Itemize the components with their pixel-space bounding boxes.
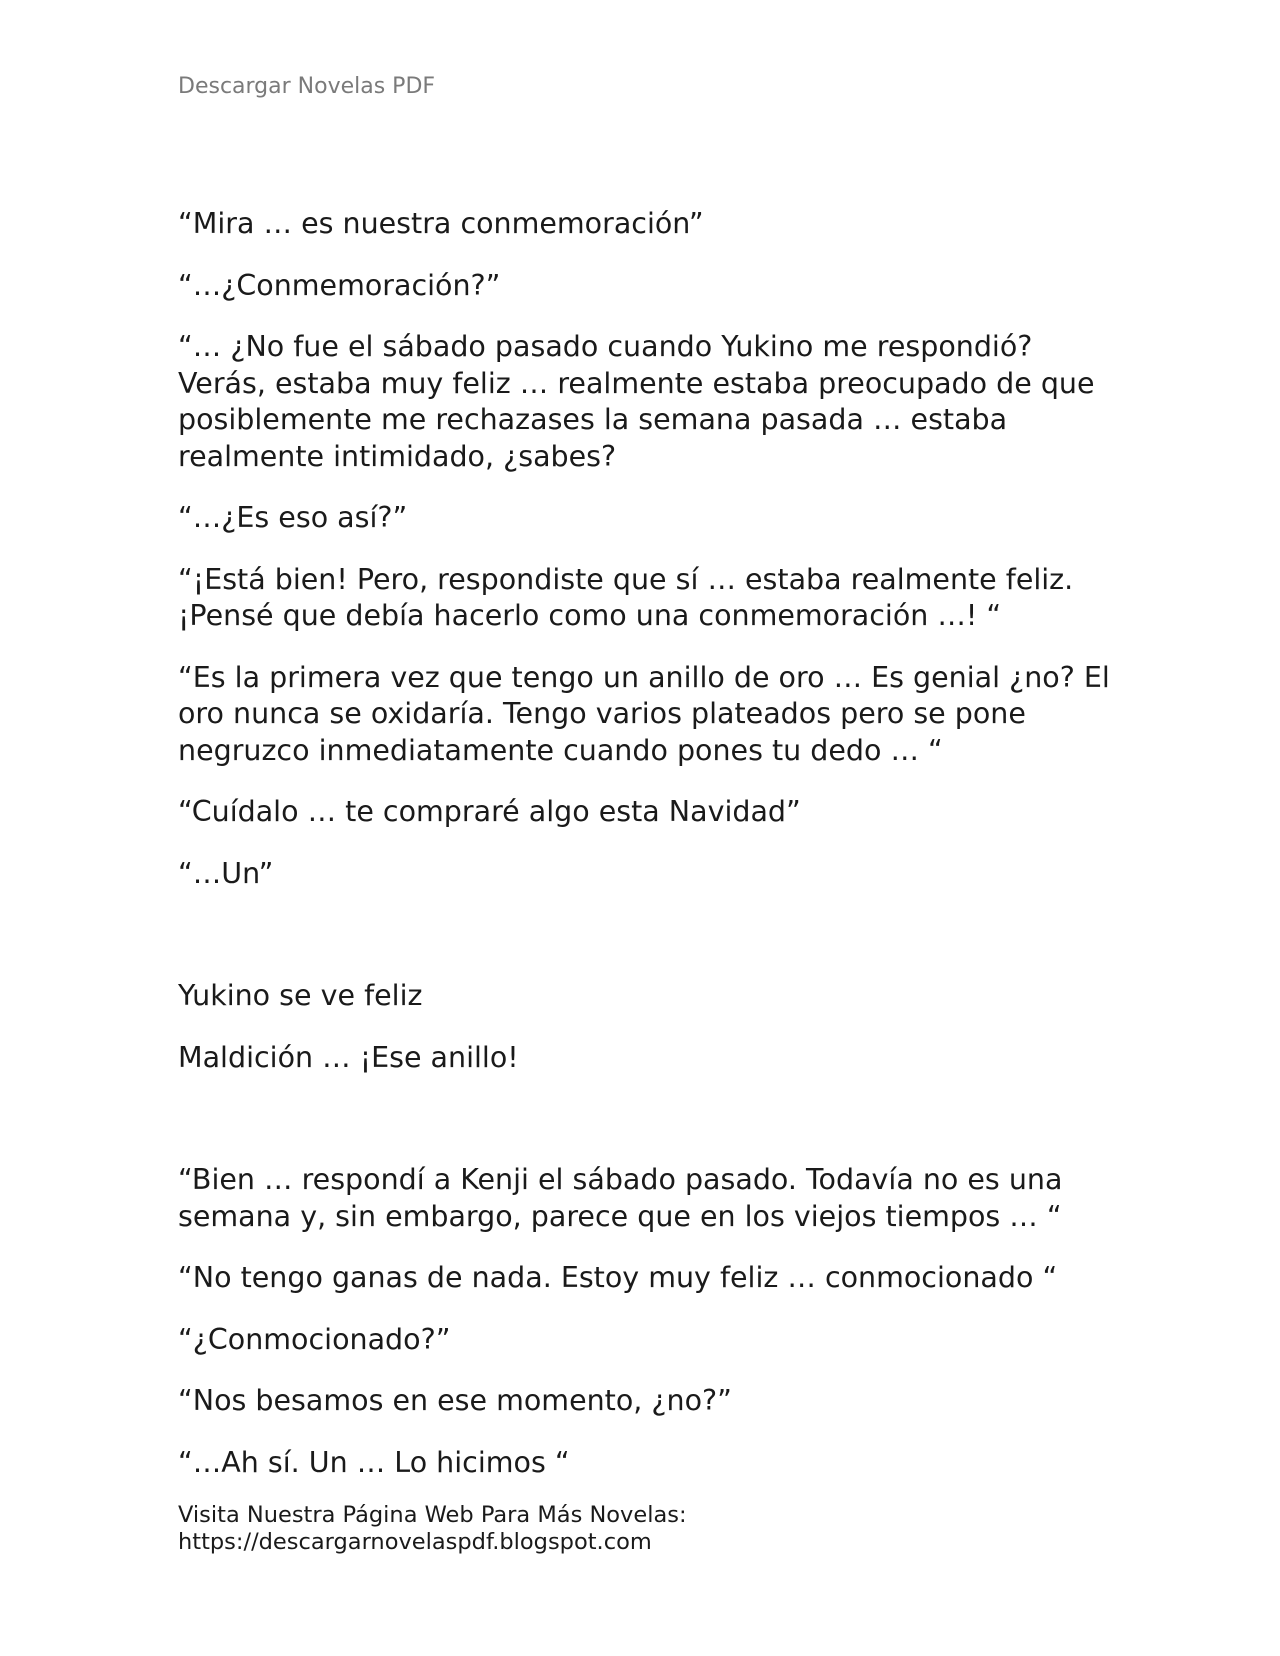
section-break [178, 917, 1118, 978]
page-footer [178, 1502, 687, 1556]
section-break [178, 1101, 1118, 1162]
paragraph: “¡Está bien! Pero, respondiste que sí … estaba realmente feliz. ¡Pensé que debía hacerlo como una conmemoración …! “ [178, 562, 1074, 632]
footer-promo-text: Visita Nuestra Página Web Para Más Novelas: [178, 1502, 687, 1528]
paragraph: “¿Conmocionado?” [178, 1322, 451, 1356]
paragraph: “Cuídalo … te compraré algo esta Navidad” [178, 795, 801, 828]
paragraph: Maldición … ¡Ese anillo! [178, 1040, 519, 1074]
paragraph: “Mira … es nuestra conmemoración” [178, 207, 704, 240]
paragraph: “…Un” [178, 856, 274, 890]
paragraph: “…Ah sí. Un … Lo hicimos “ [178, 1445, 570, 1479]
paragraph: Yukino se ve feliz [178, 979, 423, 1012]
paragraph: “Es la primera vez que tengo un anillo de oro … Es genial ¿no? El oro nunca se oxidaría. Tengo varios plateados pero se pone negruzco inmediatamente cuando pones tu dedo … “ [178, 660, 1110, 767]
document-body [178, 206, 1118, 1506]
page-header: Descargar Novelas PDF [178, 74, 436, 99]
footer-url-link[interactable]: https://descargarnovelaspdf.blogspot.com [178, 1529, 652, 1555]
paragraph: “… ¿No fue el sábado pasado cuando Yukino me respondió? Verás, estaba muy feliz … realmente estaba preocupado de que posiblemente me rechazases la semana pasada … estaba realmente intimidado, ¿sabes? [178, 330, 1095, 473]
paragraph: “No tengo ganas de nada. Estoy muy feliz … conmocionado “ [178, 1261, 1058, 1294]
paragraph: “…¿Conmemoración?” [178, 268, 501, 302]
paragraph: “…¿Es eso así?” [178, 501, 408, 534]
paragraph: “Nos besamos en ese momento, ¿no?” [178, 1384, 732, 1417]
paragraph: “Bien … respondí a Kenji el sábado pasado. Todavía no es una semana y, sin embargo, parece que en los viejos tiempos … “ [178, 1163, 1063, 1233]
